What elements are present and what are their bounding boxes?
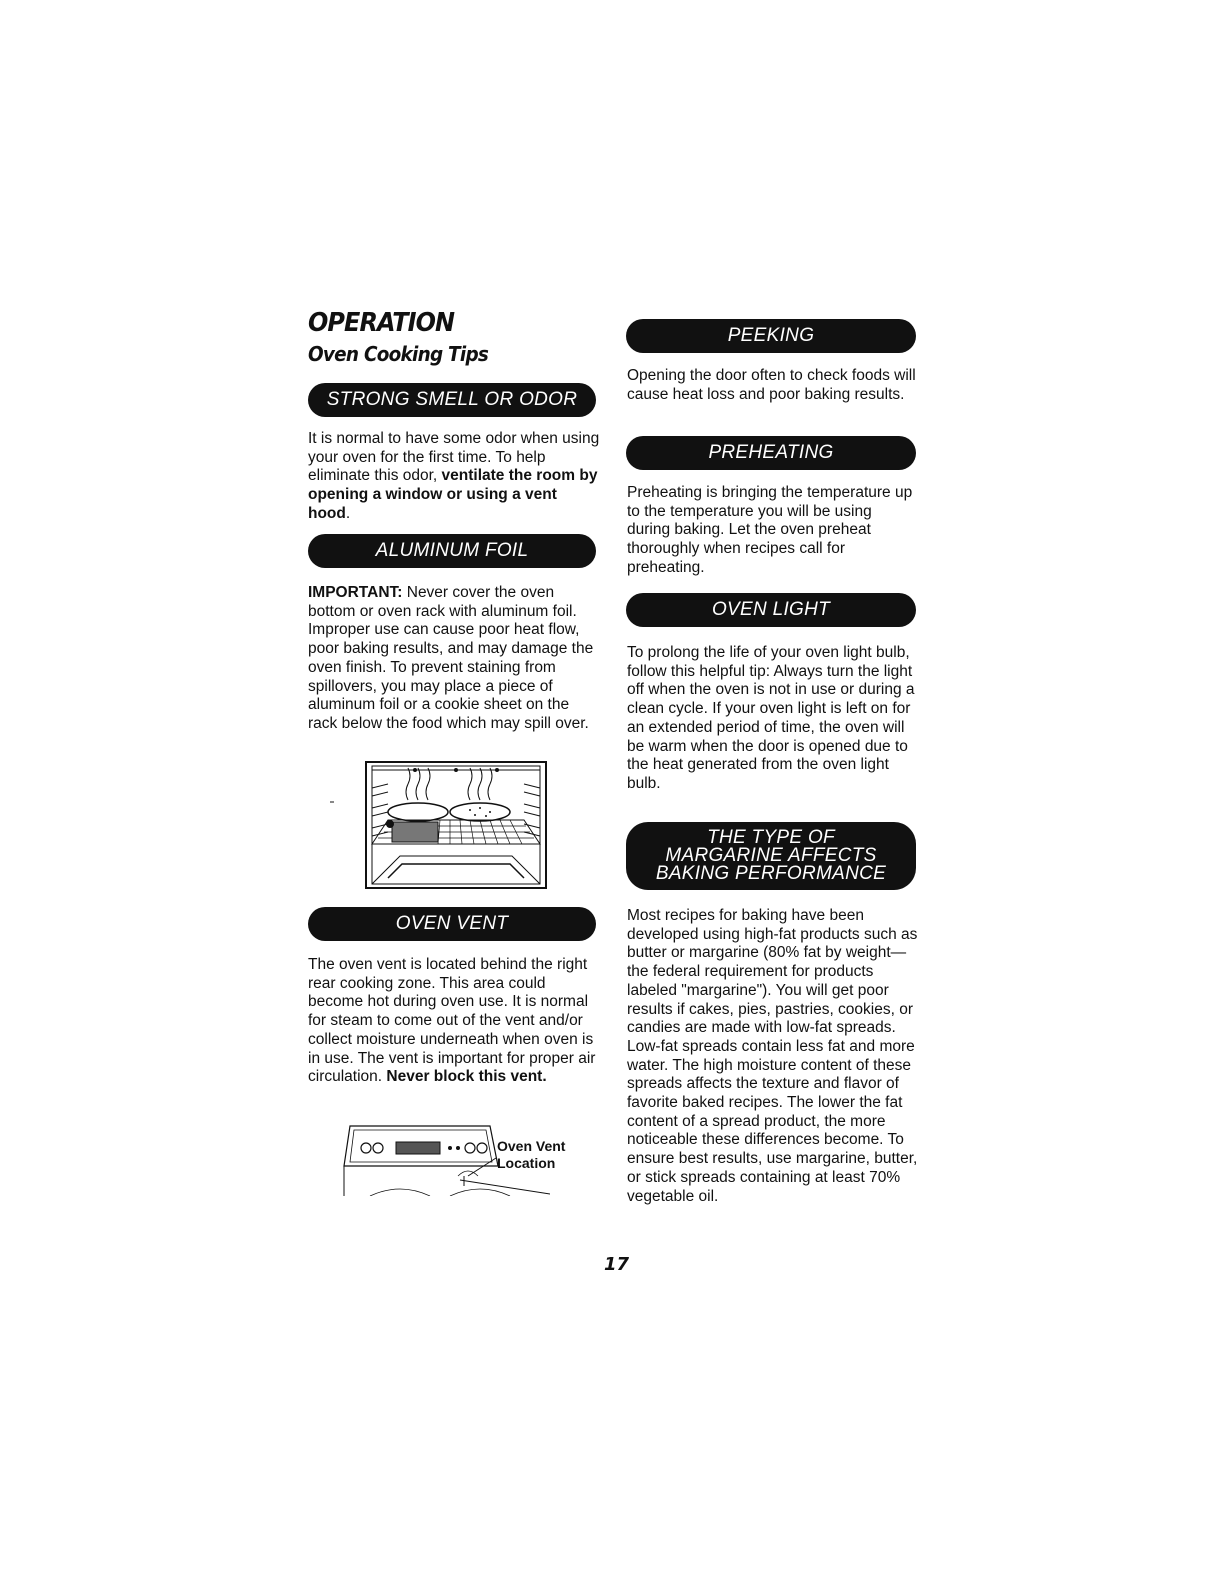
margarine-text: Most recipes for baking have been developed using high-fat products such as butter or margarine (80% fat by weight—the federal requirement for products labeled "margarine"). You will get poor results if cakes, pies, pastries, cookies, or candies are made with low-fat spreads. Low-fat spreads contain less fat and more water. The high moisture content of these spreads affects the texture and flavor of favorite baked recipes. The lower the fat content of a spread product, the more noticeable these differences become. To ensure best results, use margarine, butter, or stick spreads containing at least 70% vegetable oil. xyxy=(627,907,918,1205)
heading-strong-smell: STRONG SMELL OR ODOR xyxy=(308,383,596,417)
oven-vent-caption: Oven Vent Location xyxy=(497,1138,566,1171)
oven-interior-illustration xyxy=(330,760,555,892)
preheating-text: Preheating is bringing the temperature up to the temperature you will be using during baking. Let the oven preheat thoroughly when recipes call for preheating. xyxy=(627,484,913,576)
heading-aluminum-foil: ALUMINUM FOIL xyxy=(308,534,596,568)
oven-vent-text: The oven vent is located behind the right rear cooking zone. This area could become hot during oven use. It is normal for steam to come out of the vent and/or collect moisture underneath when oven is in use. The vent is important for proper air circulation. Never block this vent. xyxy=(308,956,596,1086)
heading-margarine: THE TYPE OF MARGARINE AFFECTS BAKING PERFORMANCE xyxy=(626,822,916,890)
heading-oven-vent: OVEN VENT xyxy=(308,907,596,941)
page-subtitle: Oven Cooking Tips xyxy=(308,342,489,366)
aluminum-foil-text: IMPORTANT: Never cover the oven bottom or oven rack with aluminum foil. Improper use can cause poor heat flow, poor baking results, and may damage the oven finish. To prevent staining from spillovers, you may place a piece of aluminum foil or a cookie sheet on the rack below the food which may spill over. xyxy=(308,584,594,732)
heading-oven-light: OVEN LIGHT xyxy=(626,593,916,627)
peeking-text: Opening the door often to check foods will cause heat loss and poor baking results. xyxy=(627,367,916,403)
strong-smell-text: It is normal to have some odor when using your oven for the first time. To help eliminate this odor, ventilate the room by opening a window or using a vent hood. xyxy=(308,430,600,522)
page-number: 17 xyxy=(604,1254,630,1275)
heading-preheating: PREHEATING xyxy=(626,436,916,470)
oven-light-text: To prolong the life of your oven light bulb, follow this helpful tip: Always turn the light off when the oven is not in use or during a clean cycle. If your oven light is left on for an extended period of time, the oven will be warm when the door is opened due to the heat generated from the oven light bulb. xyxy=(627,644,915,792)
section-title: OPERATION xyxy=(308,308,455,338)
heading-peeking: PEEKING xyxy=(626,319,916,353)
